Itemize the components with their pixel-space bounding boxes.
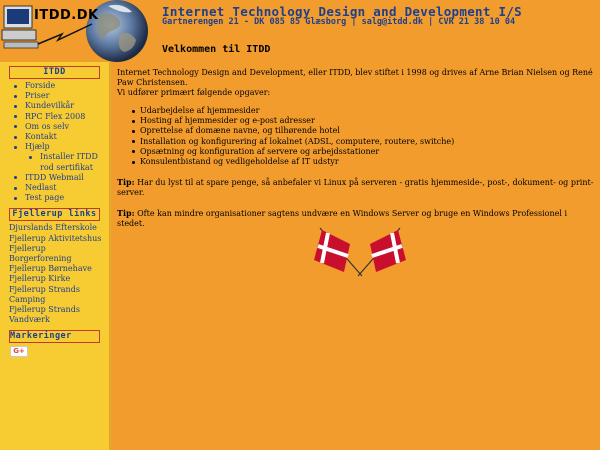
nav-item-rpc-flex[interactable]: RPC Flex 2008 — [12, 112, 109, 122]
google-plus-button[interactable]: G+ — [10, 346, 28, 357]
nav-item-kontakt[interactable]: Kontakt — [12, 132, 109, 142]
nav-item-nedlast[interactable]: Nedlast — [12, 183, 109, 193]
tip-label: Tip: — [117, 177, 135, 188]
nav-item-priser[interactable]: Priser — [12, 91, 109, 101]
list-item: Oprettelse af domæne navne, og tilhørende hotel — [132, 126, 597, 136]
logo-text: ITDD.DK — [34, 8, 99, 23]
company-title: Internet Technology Design and Development I/S — [162, 4, 522, 19]
list-item: Udarbejdelse af hjemmesider — [132, 106, 597, 116]
tip-linux — [117, 177, 597, 198]
main-nav — [12, 81, 109, 203]
intro-text: Internet Technology Design and Development, eller ITDD, blev stiftet i 1998 og drives af Arne Brian Nielsen og René Paw Christensen. — [117, 68, 593, 87]
link-djurslands-efterskole[interactable]: Djurslands Efterskole — [9, 223, 97, 233]
links-list — [9, 223, 109, 325]
tip-text: Har du lyst til at spare penge, så anbefaler vi Linux på serveren - gratis hjemmeside-, post-, dokument- og print-server. — [117, 178, 594, 198]
company-address: Gartnerengen 21 - DK 085 85 Glæsborg | salg@itdd.dk | CVR 21 38 10 04 — [162, 17, 516, 27]
nav-item-om-os[interactable]: Om os selv — [12, 122, 109, 132]
nav-item-installer-certifikat[interactable]: Installer ITDD rod sertifikat — [25, 152, 109, 172]
danish-flags-image — [310, 224, 410, 284]
nav-item-hjaelp[interactable] — [12, 142, 109, 173]
crossed-flags-graphic — [310, 224, 410, 284]
sidebar — [0, 62, 112, 450]
main-content — [115, 44, 600, 450]
list-item: Opsætning og konfiguration af servere og arbejdsstationer — [132, 147, 597, 157]
link-bornehave[interactable]: Fjellerup Børnehave — [9, 264, 92, 274]
link-kirke[interactable]: Fjellerup Kirke — [9, 274, 71, 284]
link-strands-vandvaerk[interactable]: Fjellerup Strands Vandværk — [9, 305, 80, 325]
link-borgerforening[interactable]: Fjellerup Borgerforening — [9, 243, 72, 264]
page-title: Velkommen til ITDD — [162, 44, 271, 55]
nav-item-test-page[interactable]: Test page — [12, 193, 109, 203]
nav-item-kundevilkar[interactable]: Kundevilkår — [12, 101, 109, 111]
bookmarks-title: Markeringer — [9, 330, 100, 343]
tip-label: Tip: — [117, 208, 135, 219]
nav-item-webmail[interactable]: ITDD Webmail — [12, 173, 109, 183]
links-title: Fjellerup links — [9, 208, 100, 221]
list-item: Installation og konfigurering af lokalnet (ADSL, computere, routere, switche) — [132, 137, 597, 147]
hjaelp-subnav — [25, 152, 109, 172]
nav-item-forside[interactable]: Forside — [12, 81, 109, 91]
nav-title: ITDD — [9, 66, 100, 79]
tip-text: Ofte kan mindre organisationer sagtens undvære en Windows Server og bruge en Windows Professionel i stedet. — [117, 209, 568, 229]
nav-item-hjaelp-label[interactable]: Hjælp — [25, 142, 50, 152]
task-list — [132, 106, 597, 167]
content-body — [117, 68, 597, 239]
list-item: Konsulentbistand og vedligeholdelse af IT udstyr — [132, 157, 597, 167]
list-item: Hosting af hjemmesider og e-post adresser — [132, 116, 597, 126]
tasks-intro: Vi udfører primært følgende opgaver: — [117, 88, 271, 97]
link-strands-camping[interactable]: Fjellerup Strands Camping — [9, 284, 80, 304]
link-aktivitetshus[interactable]: Fjellerup Aktivitetshus — [9, 233, 102, 243]
